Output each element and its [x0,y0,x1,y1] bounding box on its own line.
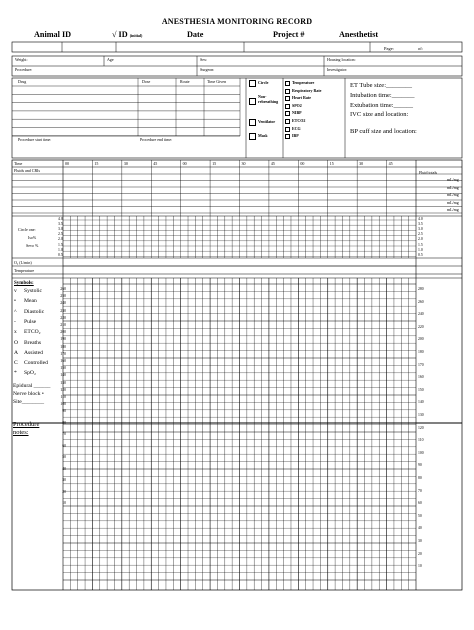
nerve-block-label: Nerve block • [13,391,44,397]
vital-scale-left: 100 [60,402,66,407]
vital-scale-left: 50 [62,455,66,460]
symbol-label: Pulse [24,318,37,325]
vital-scale-left: 190 [60,337,66,342]
vital-scale-right: 100 [418,450,424,455]
dose-header: Dose [142,79,151,84]
procedure-label: Procedure: [15,67,33,72]
gas-scale-left: 2.5 [58,232,63,237]
check-mark: √ [112,30,117,39]
non-rebreathing-option-label: Non-rebreathing [258,94,279,104]
symbol-glyph: x [14,329,17,336]
symbol-label: Mean [24,298,37,305]
epidural-label: Epidural ______ [13,383,51,389]
vital-scale-left: 10 [62,501,66,506]
vital-scale-right: 80 [418,476,422,480]
symbol-label: Controlled [24,360,48,367]
vital-scale-left: 160 [60,359,66,363]
time-mark: 30 [241,161,246,166]
gas-scale-left: 0.5 [58,252,63,257]
vital-scale-right: 160 [418,375,424,380]
gas-scale-right: 1.0 [418,247,423,252]
time-mark: 15 [212,161,217,166]
circle-checkbox[interactable] [249,80,256,87]
time-mark: 30 [359,161,364,166]
vital-scale-right: 50 [418,513,422,518]
time-mark: 15 [329,161,334,166]
time-mark: 45 [153,161,158,166]
symbol-glyph: A [14,349,19,356]
housing-label: Housing location: [327,57,356,62]
vital-scale-right: 90 [418,463,422,468]
anesthetist-label: Anesthetist [339,30,379,39]
vital-scale-left: 110 [60,395,66,399]
time-mark: 30 [123,161,128,166]
page-label: Page: [384,46,394,51]
circle-one-label: Circle one: [18,227,36,232]
symbol-label: SpO₂ [24,370,36,377]
time-mark: 00 [182,161,187,166]
symbol-label: Breaths [24,339,42,346]
vital-scale-left: 140 [60,373,66,378]
page-of-label: of: [418,46,423,51]
vital-scale-left: 120 [60,387,66,392]
date-label: Date [187,30,204,39]
fluid-unit: mL/mg [447,207,459,212]
gas-scale-right: 2.5 [418,232,423,237]
monitor-checkbox[interactable] [285,96,290,101]
gas-scale-right: 3.0 [418,227,423,232]
circle-option-label: Circle [258,80,269,85]
symbol-glyph: - [14,318,16,325]
vital-scale-right: 260 [418,299,424,304]
time-mark: 45 [388,161,393,166]
form-title: ANESTHESIA MONITORING RECORD [161,17,313,26]
vital-scale-right: 200 [418,337,424,342]
gas-scale-right: 3.5 [418,222,423,227]
monitor-label: Respiratory Rate [292,87,322,93]
vital-scale-right: 110 [418,438,424,443]
symbol-glyph: v [14,288,17,294]
mask-checkbox[interactable] [249,133,256,140]
et-tube-field[interactable]: ET Tube size:________ [350,82,412,89]
fluid-unit: mL/mg [447,192,459,197]
vital-scale-left: 40 [62,466,66,471]
vital-scale-left: 150 [60,366,66,371]
time-mark: 45 [270,161,275,166]
gas-scale-left: 4.0 [58,217,63,221]
vital-scale-left: 210 [60,323,66,327]
time-mark: 15 [94,161,99,166]
ivc-field[interactable]: IVC size and location: [350,111,409,119]
monitor-label: ECG [292,125,301,131]
monitor-checkbox[interactable] [285,119,290,124]
intubation-field[interactable]: Intubation time:_______ [350,91,415,99]
symbol-glyph: C [14,360,18,367]
header-row-box [12,42,462,52]
weight-label: Weight: [15,57,28,62]
vital-scale-right: 280 [418,287,424,291]
vital-scale-left: 170 [60,351,66,356]
vital-scale-right: 220 [418,324,424,329]
monitor-label: SPO2 [292,102,302,108]
non-rebreathing-checkbox[interactable] [249,98,256,105]
symbol-label: Assisted [24,349,43,356]
sex-label: Sex: [200,57,208,62]
symbol-glyph: • [14,298,16,305]
vital-scale-right: 40 [418,526,422,531]
gas-scale-right: 2.0 [418,237,423,242]
monitor-checkbox[interactable] [285,89,290,94]
vital-scale-right: 120 [418,425,424,430]
o2-label: O₂ (L/min) [14,260,32,265]
bp-cuff-field[interactable]: BP cuff size and location: [350,128,417,135]
vital-scale-left: 220 [60,315,66,320]
temperature-label: Temperature [14,268,35,273]
vital-scale-left: 180 [60,344,66,349]
monitor-checkbox[interactable] [285,134,290,139]
symbol-label: Systolic [24,288,43,294]
vital-scale-right: 10 [418,564,422,569]
fluid-unit: mL/mg [447,177,459,182]
monitor-label: NIBP [292,110,302,116]
vital-scale-right: 30 [418,539,422,543]
monitor-checkbox[interactable] [285,111,290,116]
vital-scale-left: 250 [60,294,66,299]
route-header: Route [180,79,190,84]
vital-scale-left: 200 [60,330,66,335]
gas-scale-right: 1.5 [418,242,423,247]
airway-fields [350,81,460,120]
fluid-unit: mL/mg [447,184,459,190]
monitor-label: Heart Rate [292,95,311,101]
symbol-glyph: * [14,370,17,377]
symbols-heading: Symbols: [14,281,34,286]
monitor-checkbox[interactable] [285,81,290,86]
gas-scale-right: 0.5 [418,252,423,257]
id-label: ID [118,30,128,39]
fluid-unit: mL/mg [447,199,459,205]
vital-scale-left: 130 [60,380,66,385]
time-row-label: Time [14,161,23,166]
vital-scale-left: 260 [60,287,66,291]
symbol-label: Diastolic [24,308,45,315]
time-given-header: Time Given [207,79,227,84]
ventilator-option-label: Ventilator [258,119,276,124]
gas-scale-right: 4.0 [418,217,423,221]
mask-option-label: Mask [258,133,268,138]
initial-note: (initial) [129,33,143,38]
symbol-glyph: ^ [14,308,17,315]
vital-scale-left: 80 [62,420,66,425]
gas-scale-left: 3.5 [58,222,63,227]
procedure-notes-label: Procedure notes: [13,421,40,436]
monitor-label: ETCO2 [292,118,306,123]
vital-scale-right: 140 [418,400,424,405]
monitor-label: Temperature [292,80,315,85]
gas-scale-left: 1.0 [58,247,63,252]
vital-scale-left: 70 [62,432,66,437]
vital-scale-left: 60 [62,443,66,448]
gas-scale-left: 2.0 [58,237,63,242]
vital-scale-right: 70 [418,488,422,493]
symbol-glyph: O [14,339,19,346]
monitor-checkbox[interactable] [285,104,290,109]
surgeon-label: Surgeon: [200,67,215,72]
vital-scale-left: 20 [62,489,66,494]
iso-label: Iso% [28,235,37,240]
ventilator-checkbox[interactable] [249,119,256,126]
age-label: Age [107,57,114,62]
vital-scale-left: 230 [60,308,66,313]
chart-frame [12,160,462,590]
fluid-totals-label: Fluid totals [419,170,438,175]
vital-scale-right: 170 [418,362,424,367]
vital-scale-right: 60 [418,501,422,506]
vital-scale-right: 180 [418,350,424,354]
gas-scale-left: 3.0 [58,227,63,232]
vital-scale-right: 150 [418,387,424,392]
vital-scale-right: 240 [418,312,424,317]
procedure-start-label: Procedure start time: [18,137,52,142]
project-label: Project # [273,30,305,39]
vital-scale-right: 130 [418,413,424,417]
time-mark: 00 [65,161,69,166]
extubation-field[interactable]: Extubation time:______ [350,101,414,109]
vital-scale-left: 30 [62,478,66,483]
extra-symbols [13,382,50,406]
vital-scale-left: 240 [60,301,66,306]
monitor-checkbox[interactable] [285,127,290,132]
sevo-label: Sevo % [26,243,39,248]
monitor-label: IBP [292,133,299,139]
procedure-end-label: Procedure end time: [140,137,173,142]
animal-id-label: Animal ID [34,30,72,39]
drug-header: Drug [18,79,27,84]
vital-scale-right: 20 [418,551,422,556]
site-label: Site________ [13,399,45,405]
gas-scale-left: 1.5 [58,242,63,247]
fluids-label: Fluids and CRIs [14,168,41,173]
symbol-label: ETCO₂ [24,329,41,336]
investigator-label: Investigator: [327,67,348,72]
time-mark: 00 [300,161,305,166]
vital-scale-left: 90 [62,409,66,414]
